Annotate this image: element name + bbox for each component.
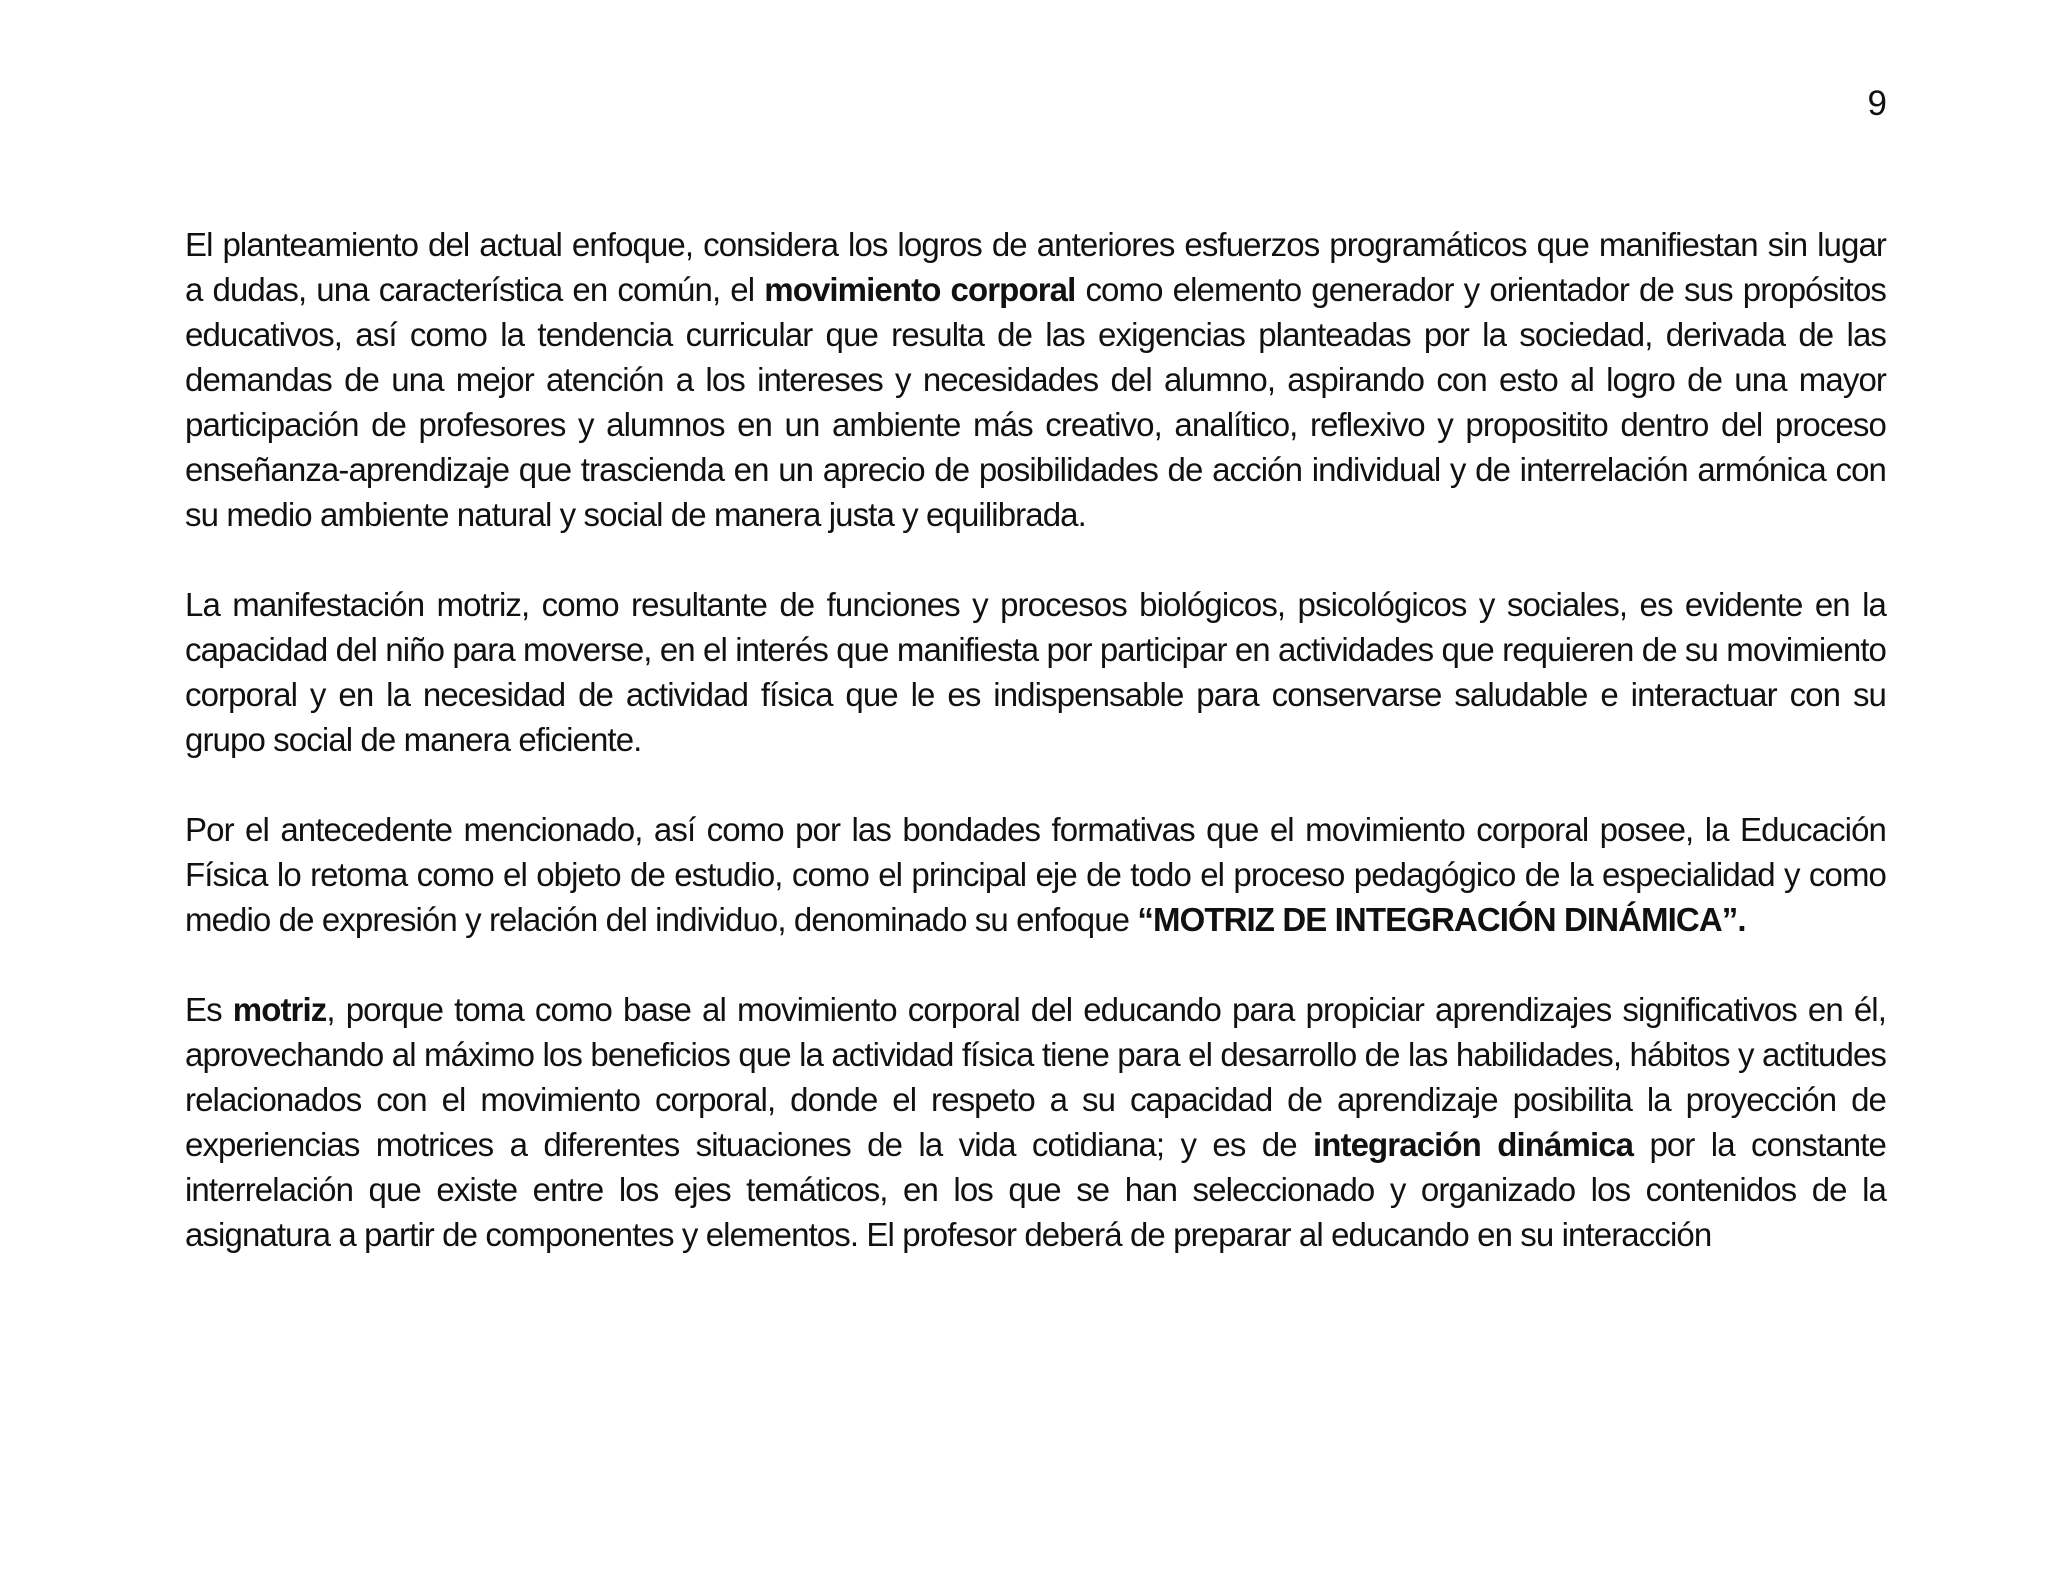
- paragraph-2: [185, 582, 1886, 762]
- text-span: Por el antecedente mencionado, así como por las bondades formativas que el movimiento corporal posee, la Educación Física lo retoma como el objeto de estudio, como el principal eje de todo el proceso pedagógico de la especialidad y como medio de expresión y relación del individuo, denominado su enfoque: [185, 811, 1886, 938]
- text-span: La manifestación motriz, como resultante de funciones y procesos biológicos, psicológicos y sociales, es evidente en la capacidad del niño para moverse, en el interés que manifiesta por participar en actividades que requieren de su movimiento corporal y en la necesidad de actividad física que le es indispensable para conservarse saludable e interactuar con su grupo social de manera eficiente.: [185, 586, 1886, 758]
- bold-text: “MOTRIZ DE INTEGRACIÓN DINÁMICA”.: [1137, 901, 1746, 938]
- paragraph-1: [185, 222, 1886, 537]
- text-span: como elemento generador y orientador de sus propósitos educativos, así como la tendencia curricular que resulta de las exigencias planteadas por la sociedad, derivada de las demandas de una mejor atención a los intereses y necesidades del alumno, aspirando con esto al logro de una mayor participación de profesores y alumnos en un ambiente más creativo, analítico, reflexivo y propositito dentro del proceso enseñanza-aprendizaje que trascienda en un aprecio de posibilidades de acción individual y de interrelación armónica con su medio ambiente natural y social de manera justa y equilibrada.: [185, 271, 1886, 533]
- paragraph-3: [185, 807, 1886, 942]
- text-span: Es: [185, 991, 233, 1028]
- page-number: 9: [1867, 84, 1886, 123]
- paragraph-4: [185, 987, 1886, 1257]
- text-span: El planteamiento del actual enfoque, considera los logros de anteriores esfuerzos programáticos que manifiestan sin lugar a dudas, una característica en común, el: [185, 226, 1886, 308]
- text-span: por la constante interrelación que existe entre los ejes temáticos, en los que se han seleccionado y organizado los contenidos de la asignatura a partir de componentes y elementos. El profesor deberá de preparar al educando en su interacción: [185, 1126, 1886, 1253]
- bold-text: movimiento corporal: [764, 271, 1076, 308]
- text-span: , porque toma como base al movimiento corporal del educando para propiciar aprendizajes significativos en él, aprovechando al máximo los beneficios que la actividad física tiene para el desarrollo de las habilidades, hábitos y actitudes relacionados con el movimiento corporal, donde el respeto a su capacidad de aprendizaje posibilita la proyección de experiencias motrices a diferentes situaciones de la vida cotidiana; y es de: [185, 991, 1887, 1163]
- bold-text: motriz: [232, 991, 327, 1028]
- bold-text: integración dinámica: [1312, 1126, 1634, 1163]
- document-body: [185, 222, 1886, 1257]
